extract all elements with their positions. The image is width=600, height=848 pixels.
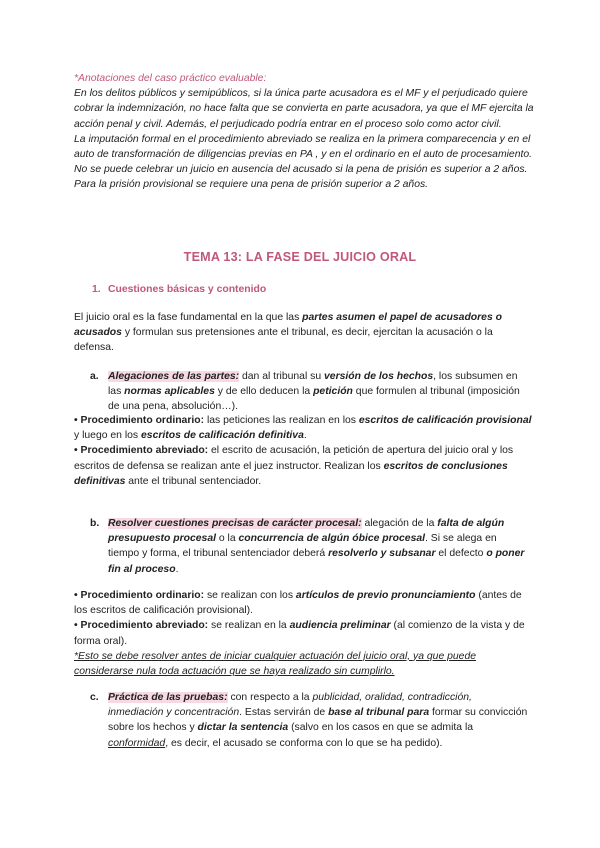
bullet-label: • Procedimiento abreviado:	[74, 620, 209, 632]
emphasis-text: versión de los hechos	[324, 371, 434, 382]
bullet-label: • Procedimiento abreviado:	[74, 445, 209, 457]
annotations-heading: *Anotaciones del caso práctico evaluable:	[74, 73, 267, 84]
text: y de ello deducen la	[214, 386, 314, 398]
text: o la	[215, 533, 239, 545]
text: y formulan sus pretensiones ante el tribunal, es decir, ejercitan la acusación o la defensa.	[74, 327, 493, 354]
intro-paragraph	[74, 310, 534, 356]
emphasis-text: petición	[313, 386, 353, 398]
text: .	[303, 430, 307, 442]
text: , los subsumen en las	[108, 371, 518, 398]
underlined-text: conformidad	[108, 737, 166, 749]
procedures-a	[74, 413, 534, 489]
bullet-label: • Procedimiento ordinario:	[74, 590, 205, 601]
text: y luego en los	[74, 430, 142, 442]
text: el defecto	[435, 548, 487, 560]
section-number: 1.	[92, 284, 101, 295]
item-c	[108, 690, 528, 751]
item-letter: a.	[90, 371, 99, 382]
text: . Estas servirán de	[239, 707, 329, 719]
emphasis-text: normas aplicables	[124, 386, 215, 398]
item-letter: c.	[90, 692, 99, 703]
italic-text: publicidad, oralidad, contradicción, inmediación y concentración	[108, 692, 472, 719]
emphasis-text: o poner fin al proceso	[108, 548, 525, 575]
emphasis-text: escritos de calificación provisional	[358, 415, 532, 426]
text: las peticiones las realizan en los	[204, 415, 359, 426]
emphasis-text: dictar la sentencia	[197, 722, 289, 734]
text: con respecto a la	[227, 692, 313, 703]
text: formar su convicción sobre los hechos y	[108, 707, 528, 734]
text: ante el tribunal sentenciador.	[125, 475, 262, 487]
page-title: TEMA 13: LA FASE DEL JUICIO ORAL	[183, 250, 417, 264]
section-heading	[92, 282, 266, 297]
item-a	[108, 369, 528, 415]
text: . Si se alega en tiempo y forma, el tribunal sentenciador deberá	[108, 533, 497, 560]
emphasis-text: escritos de conclusiones definitivas	[74, 460, 508, 487]
text: se realizan en la	[208, 620, 290, 632]
item-heading: Resolver cuestiones precisas de carácter procesal:	[108, 518, 362, 529]
emphasis-text: base al tribunal para	[328, 707, 430, 719]
text: .	[175, 563, 179, 575]
text: que formulen al tribunal (imposición de una pena, absolución…).	[108, 386, 520, 413]
text: , es decir, el acusado se conforma con lo que se ha pedido).	[165, 737, 443, 749]
annotation-paragraph: No se puede celebrar un juicio en ausencia del acusado si la pena de prisión es superior a 2 años.	[74, 164, 528, 176]
annotations-block	[74, 71, 534, 193]
text: dan al tribunal su	[239, 371, 325, 382]
emphasis-text: resolverlo y subsanar	[328, 548, 436, 560]
emphasis-text: audiencia preliminar	[289, 620, 391, 632]
section-label: Cuestiones básicas y contenido	[108, 284, 267, 295]
item-heading: Alegaciones de las partes:	[108, 371, 240, 382]
text: el escrito de acusación, la petición de apertura del juicio oral y los escritos de defensa se realizan ante el juez instructor. Realizan los	[74, 445, 514, 472]
emphasis-text: partes asumen el papel de acusadores o acusados	[74, 312, 502, 339]
item-letter: b.	[90, 518, 100, 529]
bullet-label: • Procedimiento ordinario:	[74, 415, 205, 426]
annotation-paragraph: La imputación formal en el procedimiento abreviado se realiza en la primera comparecencia y en el auto de transformación de diligencias previas en PA , y en el ordinario en el auto de procesamiento.	[74, 133, 533, 161]
procedural-note: *Esto se debe resolver antes de iniciar cualquier actuación del juicio oral, ya que puede considerarse nula toda actuación que se haya realizado sin cumplirlo.	[74, 650, 477, 678]
emphasis-text: falta de algún presupuesto procesal	[108, 518, 505, 545]
text: (antes de los escritos de calificación provisional).	[74, 590, 522, 617]
text: (al comienzo de la vista y de forma oral).	[74, 620, 525, 647]
text: (salvo en los casos en que se admita la	[288, 722, 474, 734]
text: se realizan con los	[204, 590, 296, 601]
emphasis-text: artículos de previo pronunciamiento	[295, 590, 476, 601]
text: alegación de la	[361, 518, 438, 529]
annotation-paragraph: Para la prisión provisional se requiere una pena de prisión superior a 2 años.	[74, 179, 429, 191]
emphasis-text: escritos de calificación definitiva	[141, 430, 304, 442]
procedures-b	[74, 588, 534, 679]
emphasis-text: concurrencia de algún óbice procesal	[238, 533, 426, 545]
text: El juicio oral es la fase fundamental en la que las	[74, 312, 303, 323]
annotation-paragraph: En los delitos públicos y semipúblicos, si la única parte acusadora es el MF y el perjudicado quiere cobrar la indemnización, no hace falta que se convierta en parte acusadora, ya que el MF ejercita la acción penal y civil. Además, el perjudicado podría entrar en el proceso solo como actor civil.	[74, 88, 534, 130]
item-b	[108, 516, 528, 577]
item-heading: Práctica de las pruebas:	[108, 692, 228, 703]
